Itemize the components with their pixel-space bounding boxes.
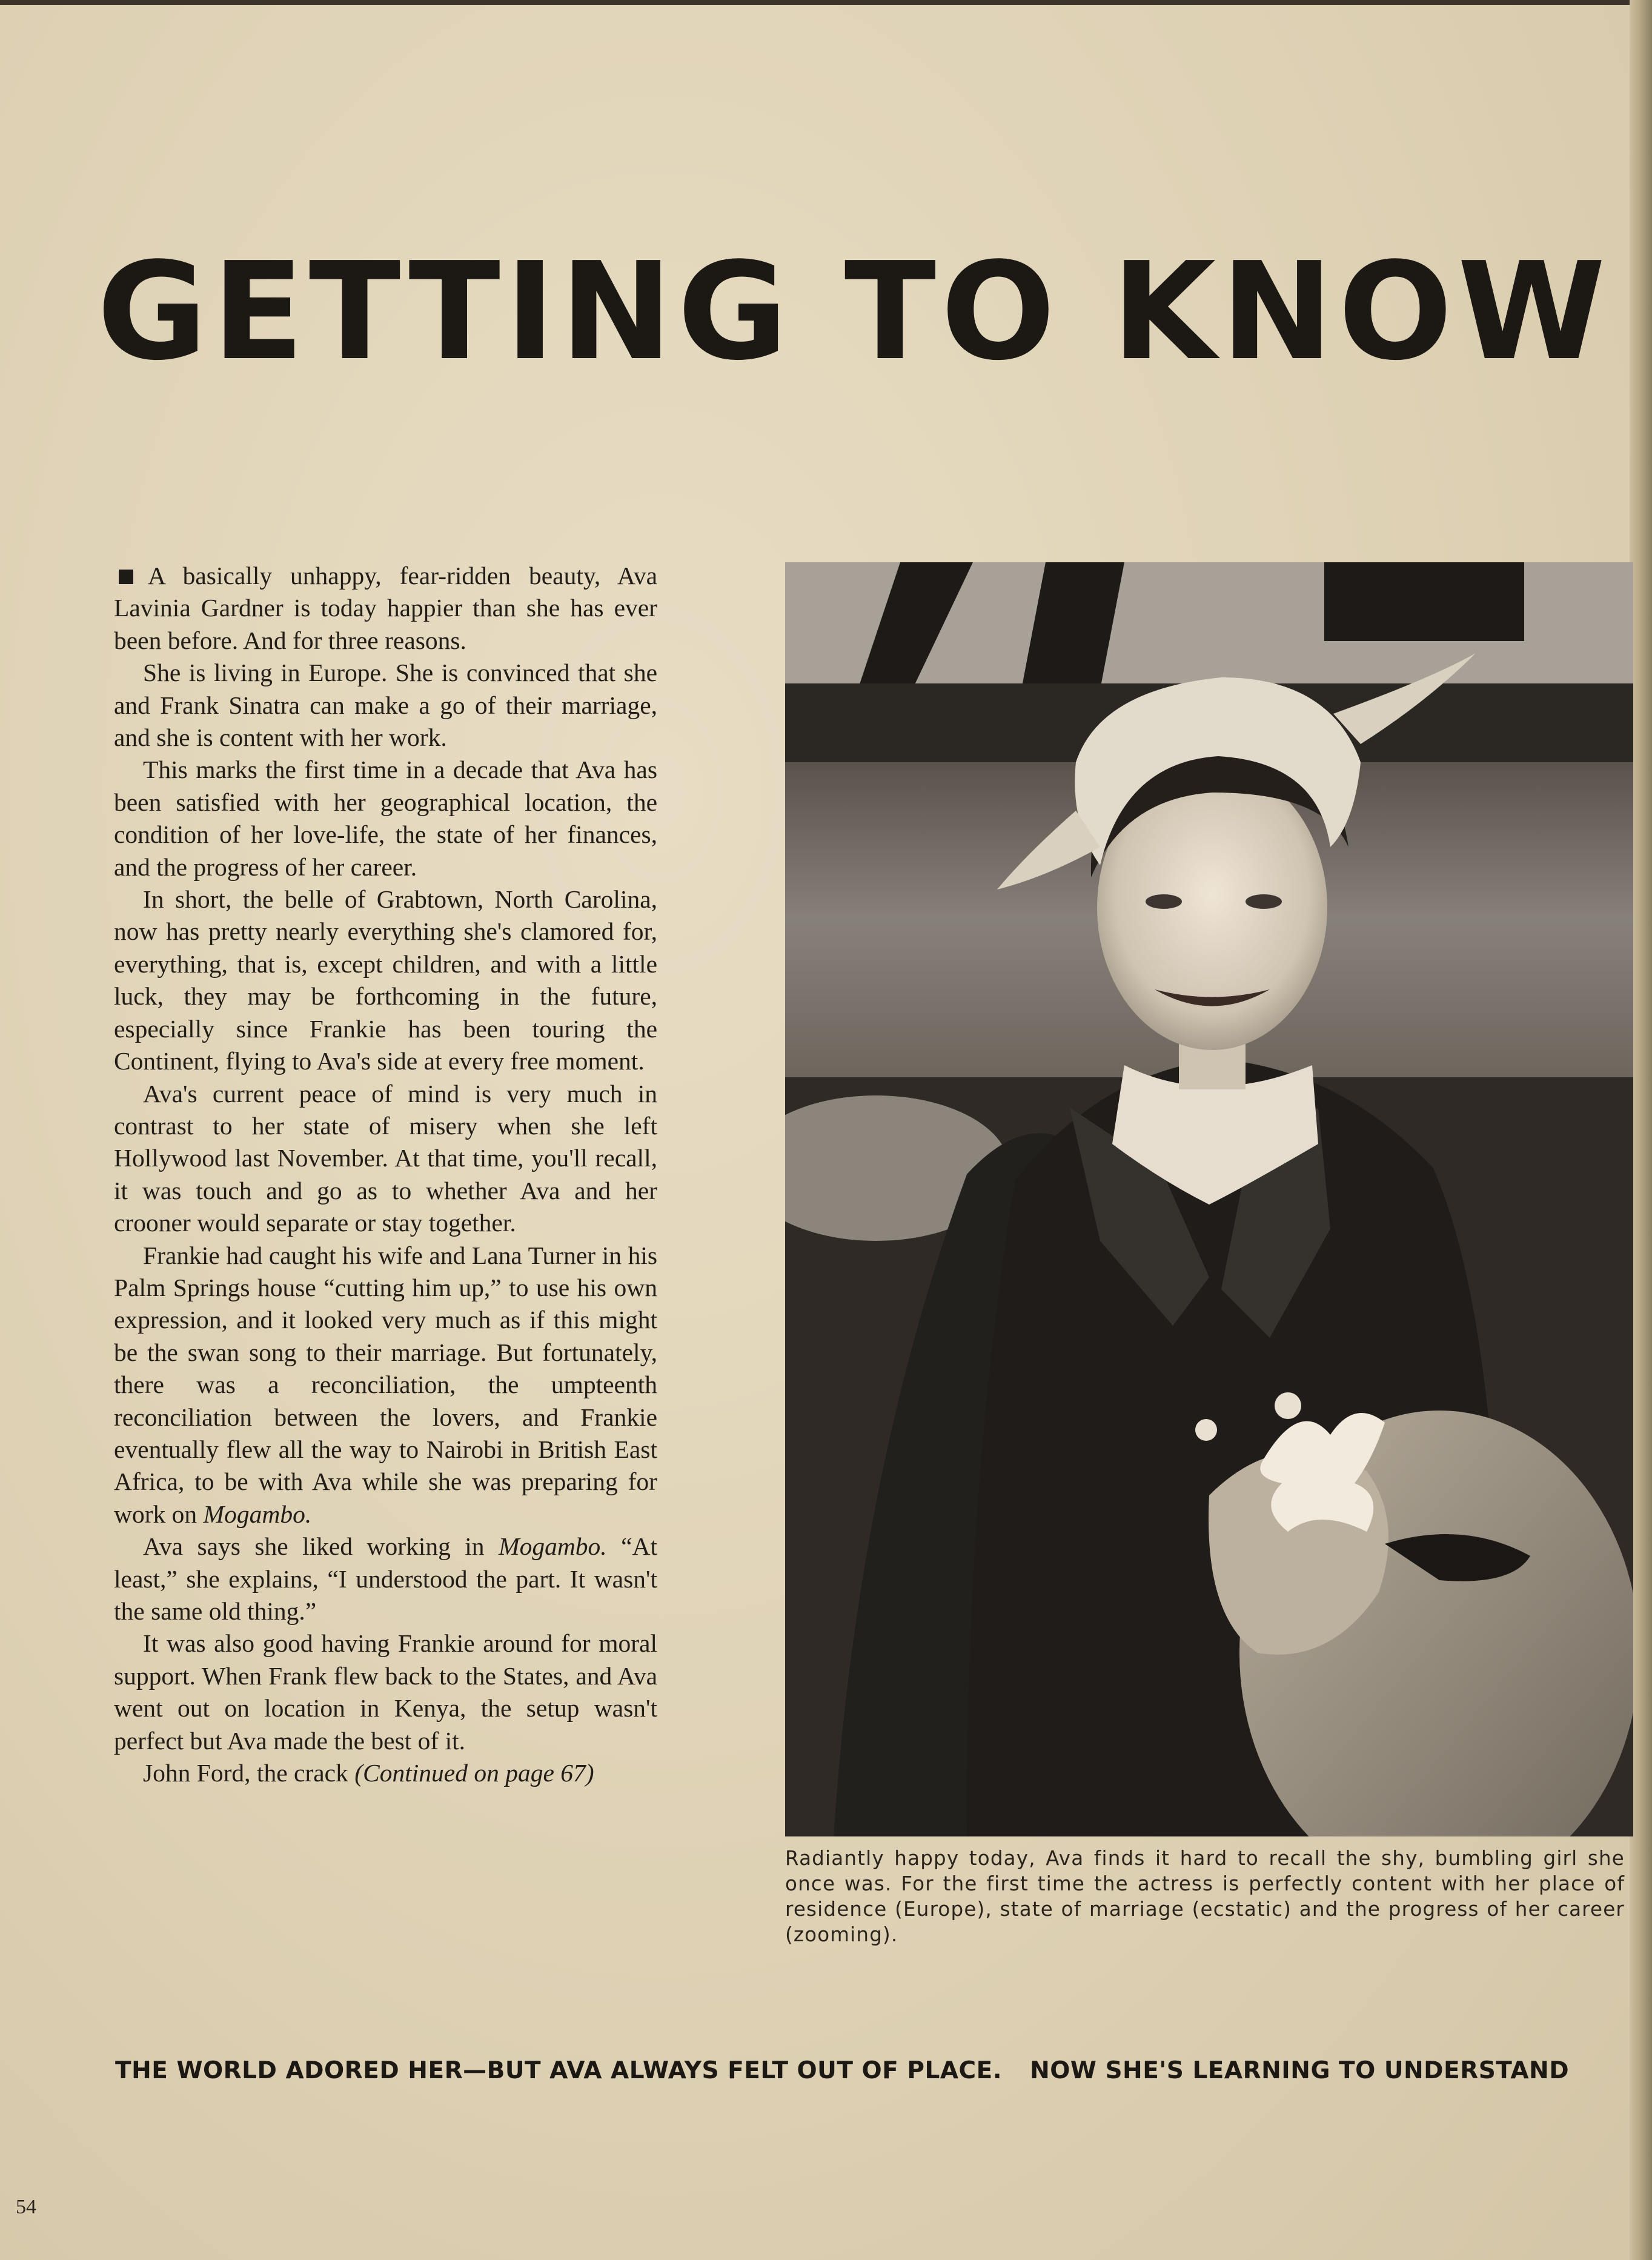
article-paragraph: She is living in Europe. She is convinced that she and Frank Sinatra can make a go of their marriage, and she is content with her work.	[114, 659, 657, 752]
headline: GETTING TO KNOW	[97, 234, 1611, 390]
article-paragraph: It was also good having Frankie around for moral support. When Frank flew back to the States, and Ava went out on location in Kenya, the setup wasn't perfect but Ava made the best of it.	[114, 1629, 657, 1755]
article-paragraph: John Ford, the crack (Continued on page 67)	[143, 1759, 594, 1787]
deck-line	[115, 2055, 1611, 2087]
top-rule	[0, 0, 1652, 5]
film-title: Mogambo.	[499, 1532, 607, 1561]
article-paragraph: Ava says she liked working in Mogambo. “At least,” she explains, “I understood the part. It wasn't the same old thing.”	[114, 1532, 658, 1625]
bullet-icon	[119, 570, 133, 584]
deck-part-2: NOW SHE'S LEARNING TO UNDERSTAND	[1030, 2057, 1570, 2084]
article-paragraph: Ava's current peace of mind is very much in contrast to her state of misery when she left Hollywood last November. At that time, you'll recall, it was touch and go as to whether Ava and her crooner would separate or stay together.	[114, 1079, 657, 1237]
article-paragraph: Frankie had caught his wife and Lana Turner in his Palm Springs house “cutting him up,” to use his own expression, and it looked very much as if this might be the swan song to their marriage. But fortunately, there was a reconciliation, the umpteenth reconciliation between the lovers, and Frankie eventually flew all the way to Nairobi in British East Africa, to be with Ava while she was preparing for work on Mogambo.	[114, 1241, 657, 1528]
continued-note: (Continued on page 67)	[354, 1759, 594, 1787]
article-paragraph: A basically unhappy, fear-ridden beauty, Ava Lavinia Gardner is today happier than she has ever been before. And for three reasons.	[114, 562, 657, 654]
photo-caption: Radiantly happy today, Ava finds it hard to recall the shy, bumbling girl she once was. For the first time the actress is perfectly content with her place of residence (Europe), state of marriage (ecstatic) and the progress of her career (zooming).	[785, 1847, 1625, 1946]
page-number: 54	[16, 2196, 36, 2218]
article-paragraph: This marks the first time in a decade that Ava has been satisfied with her geographical location, the condition of her love-life, the state of her finances, and the progress of her career.	[114, 756, 657, 881]
deck-part-1: THE WORLD ADORED HER—BUT AVA ALWAYS FELT OUT OF PLACE.	[115, 2057, 1003, 2084]
article-body	[114, 560, 657, 1789]
portrait-photo	[785, 562, 1633, 1836]
film-title: Mogambo.	[203, 1500, 312, 1528]
article-paragraph: In short, the belle of Grabtown, North Carolina, now has pretty nearly everything she's clamored for, everything, that is, except children, and with a little luck, they may be forthcoming in the future, especially since Frankie has been touring the Continent, flying to Ava's side at every free moment.	[114, 885, 657, 1075]
